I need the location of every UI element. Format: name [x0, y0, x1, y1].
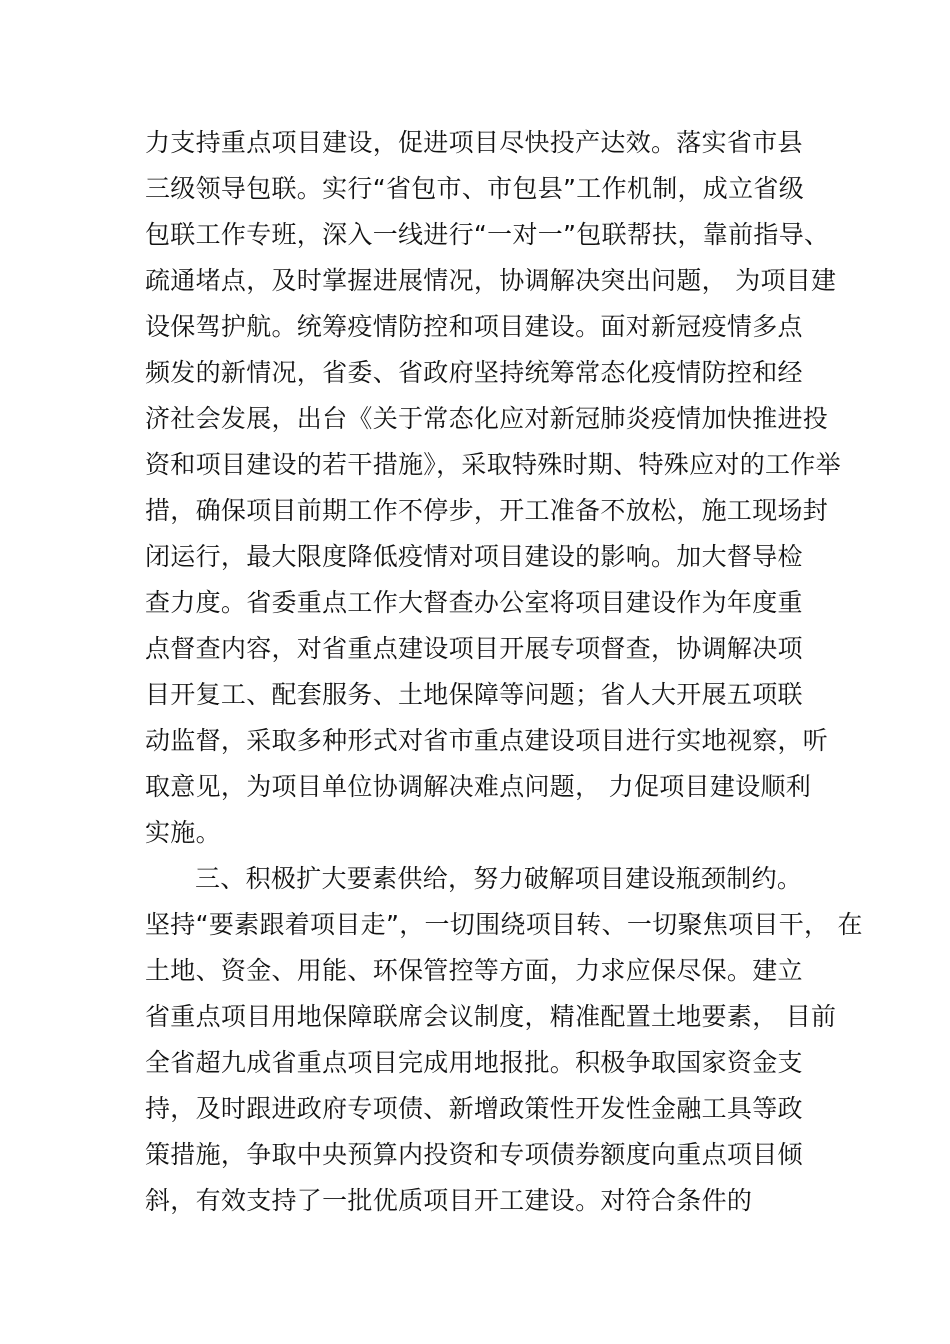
text-line: 资和项目建设的若干措施》，采取特殊时期、特殊应对的工作举 — [145, 450, 841, 479]
text-line: 力支持重点项目建设，促进项目尽快投产达效。落实省市县 — [145, 128, 803, 157]
text-line: 闭运行，最大限度降低疫情对项目建设的影响。加大督导检 — [145, 542, 803, 571]
section-heading-line: 三、积极扩大要素供给，努力破解项目建设瓶颈制约。 — [195, 864, 803, 893]
text-line: 实施。 — [145, 818, 221, 847]
text-line: 土地、资金、用能、环保管控等方面，力求应保尽保。建立 — [145, 956, 803, 985]
text-line: 斜，有效支持了一批优质项目开工建设。对符合条件的 — [145, 1186, 753, 1215]
text-line: 动监督，采取多种形式对省市重点建设项目进行实地视察，听 — [145, 726, 829, 755]
text-line: 三级领导包联。实行“省包市、市包县”工作机制，成立省级 — [145, 174, 805, 203]
text-line: 频发的新情况，省委、省政府坚持统筹常态化疫情防控和经 — [145, 358, 803, 387]
text-line: 设保驾护航。统筹疫情防控和项目建设。面对新冠疫情多点 — [145, 312, 803, 341]
text-line: 持，及时跟进政府专项债、新增政策性开发性金融工具等政 — [145, 1094, 803, 1123]
text-line: 疏通堵点，及时掌握进展情况，协调解决突出问题， 为项目建 — [145, 266, 837, 295]
text-line: 济社会发展，出台《关于常态化应对新冠肺炎疫情加快推进投 — [145, 404, 829, 433]
text-line: 目开复工、配套服务、土地保障等问题；省人大开展五项联 — [145, 680, 803, 709]
text-line: 取意见，为项目单位协调解决难点问题， 力促项目建设顺利 — [145, 772, 812, 801]
text-line: 查力度。省委重点工作大督查办公室将项目建设作为年度重 — [145, 588, 803, 617]
text-line: 全省超九成省重点项目完成用地报批。积极争取国家资金支 — [145, 1048, 803, 1077]
text-line: 省重点项目用地保障联席会议制度，精准配置土地要素， 目前 — [145, 1002, 837, 1031]
text-line: 策措施，争取中央预算内投资和专项债券额度向重点项目倾 — [145, 1140, 803, 1169]
text-line: 包联工作专班，深入一线进行“一对一”包联帮扶，靠前指导、 — [145, 220, 830, 249]
text-line: 点督查内容，对省重点建设项目开展专项督查，协调解决项 — [145, 634, 803, 663]
text-line: 措，确保项目前期工作不停步，开工准备不放松，施工现场封 — [145, 496, 829, 525]
text-line: 坚持“要素跟着项目走”，一切围绕项目转、一切聚焦项目干， 在 — [145, 910, 863, 939]
